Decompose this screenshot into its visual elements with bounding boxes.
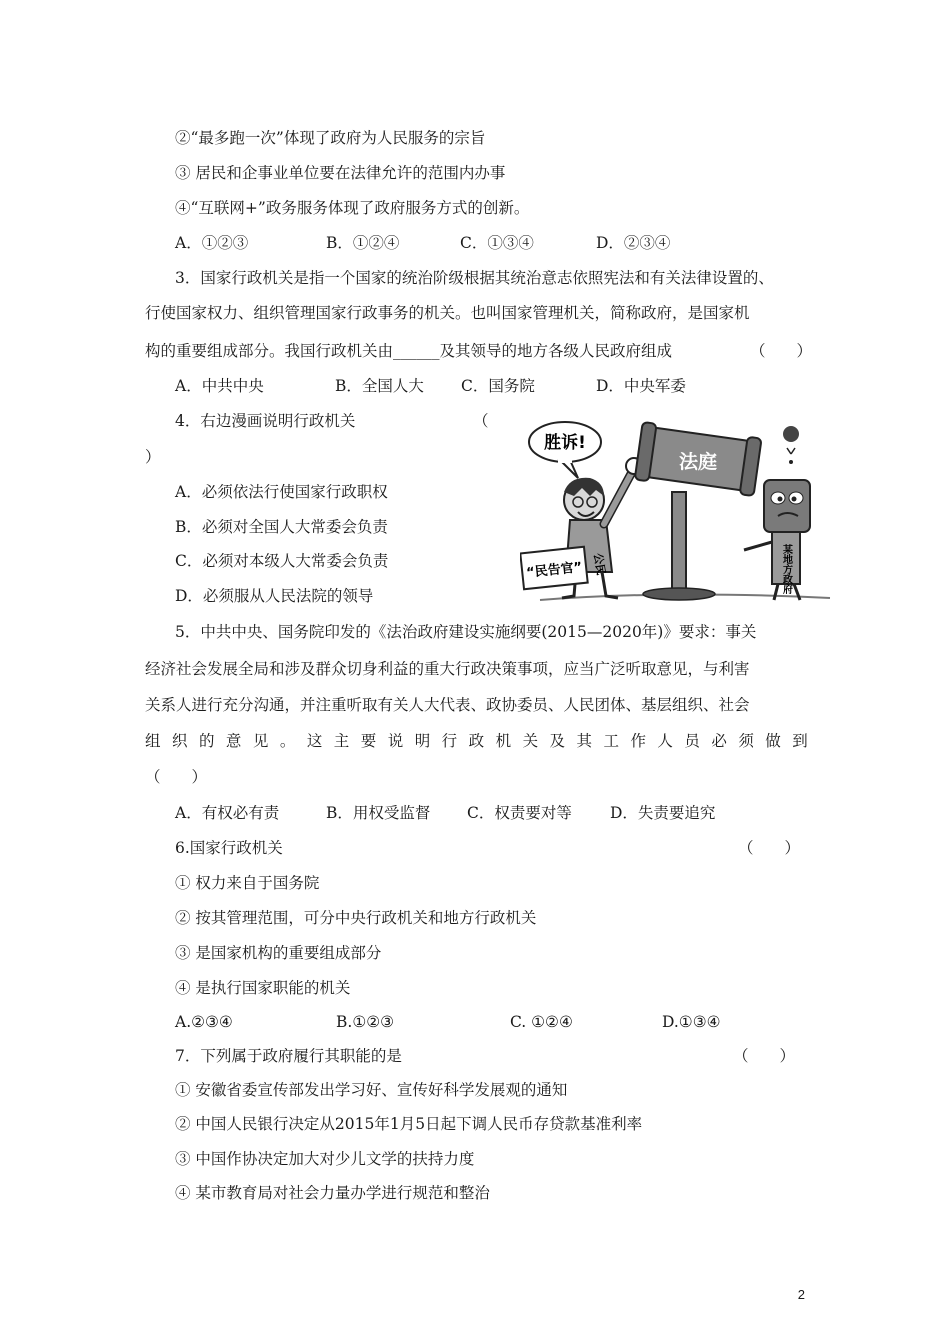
q4-option-a: A．必须依法行使国家行政职权: [175, 483, 388, 501]
q4-option-b: B．必须对全国人大常委会负责: [175, 518, 388, 536]
q3-option-c: C．国务院: [461, 377, 535, 395]
q3-answer-paren: （ ）: [750, 342, 813, 360]
q7-item-2: ② 中国人民银行决定从2015年1月5日起下调人民币存贷款基准利率: [175, 1115, 643, 1133]
q2-option-a: A．①②③: [175, 234, 249, 252]
speech-text: 胜诉!: [544, 433, 586, 453]
q7-item-1: ① 安徽省委宣传部发出学习好、宣传好科学发展观的通知: [175, 1081, 568, 1099]
q5-line-1: 5．中共中央、国务院印发的《法治政府建设实施纲要(2015—2020年)》要求：事关: [175, 623, 757, 641]
q6-item-4: ④ 是执行国家职能的机关: [175, 979, 351, 997]
page-number: 2: [797, 1287, 805, 1302]
q7-item-3: ③ 中国作协决定加大对少儿文学的扶持力度: [175, 1150, 475, 1168]
q5-option-d: D．失责要追究: [610, 804, 716, 822]
q5-answer-paren: （ ）: [145, 768, 208, 786]
q6-item-1: ① 权力来自于国务院: [175, 874, 320, 892]
q4-stem: 4．右边漫画说明行政机关: [175, 412, 356, 430]
q2-item-2: ②“最多跑一次”体现了政府为人民服务的宗旨: [175, 129, 486, 147]
q6-option-a: A.②③④: [175, 1013, 233, 1031]
q5-line-2: 经济社会发展全局和涉及群众切身利益的重大行政决策事项，应当广泛听取意见，与利害: [145, 660, 750, 678]
q7-answer-paren: （ ）: [733, 1047, 796, 1065]
government-label: 某地方政府: [780, 544, 792, 594]
q6-option-d: D.①③④: [662, 1013, 721, 1031]
q5-option-a: A．有权必有责: [175, 804, 280, 822]
q3-option-b: B．全国人大: [335, 377, 424, 395]
q4-option-d: D．必须服从人民法院的领导: [175, 587, 374, 605]
q2-item-4: ④“互联网+”政务服务体现了政府服务方式的创新。: [175, 199, 530, 217]
q4-paren-close: ）: [145, 448, 161, 466]
q4-paren-open: （: [473, 412, 489, 430]
q2-option-b: B．①②④: [326, 234, 400, 252]
q4-option-c: C．必须对本级人大常委会负责: [175, 552, 389, 570]
q6-option-b: B.①②③: [336, 1013, 395, 1031]
q6-item-2: ② 按其管理范围，可分中央行政机关和地方行政机关: [175, 909, 537, 927]
citizen-label: 公民: [591, 552, 608, 577]
q5-option-c: C．权责要对等: [467, 804, 572, 822]
court-cartoon-illustration: [520, 412, 835, 607]
q6-stem: 6.国家行政机关: [175, 839, 283, 857]
gavel-label: 法庭: [678, 451, 718, 473]
government-figure-head: [764, 480, 810, 532]
q2-option-c: C．①③④: [460, 234, 534, 252]
q6-item-3: ③ 是国家机构的重要组成部分: [175, 944, 382, 962]
q3-line-3: 构的重要组成部分。我国行政机关由______及其领导的地方各级人民政府组成: [145, 342, 673, 360]
gavel-pole: [672, 492, 686, 592]
q6-option-c: C. ①②④: [510, 1013, 573, 1031]
q3-line-2: 行使国家权力、组织管理国家行政事务的机关。也叫国家管理机关，简称政府，是国家机: [145, 304, 750, 322]
q6-answer-paren: （ ）: [738, 839, 801, 857]
q3-option-d: D．中央军委: [596, 377, 686, 395]
q3-line-1: 3．国家行政机关是指一个国家的统治阶级根据其统治意志依照宪法和有关法律设置的、: [175, 269, 774, 287]
q7-stem: 7．下列属于政府履行其职能的是: [175, 1047, 402, 1065]
q2-item-3: ③ 居民和企事业单位要在法律允许的范围内办事: [175, 164, 506, 182]
q2-option-d: D．②③④: [596, 234, 671, 252]
q5-line-4: 组 织 的 意 见 。 这 主 要 说 明 行 政 机 关 及 其 工 作 人 员 必 须 做 到: [145, 732, 808, 750]
q5-option-b: B．用权受监督: [326, 804, 431, 822]
q7-item-4: ④ 某市教育局对社会力量办学进行规范和整治: [175, 1184, 490, 1202]
q3-option-a: A．中共中央: [175, 377, 264, 395]
sign-text: “民告官”: [525, 560, 583, 581]
q5-line-3: 关系人进行充分沟通，并注重听取有关人大代表、政协委员、人民团体、基层组织、社会: [145, 696, 750, 714]
